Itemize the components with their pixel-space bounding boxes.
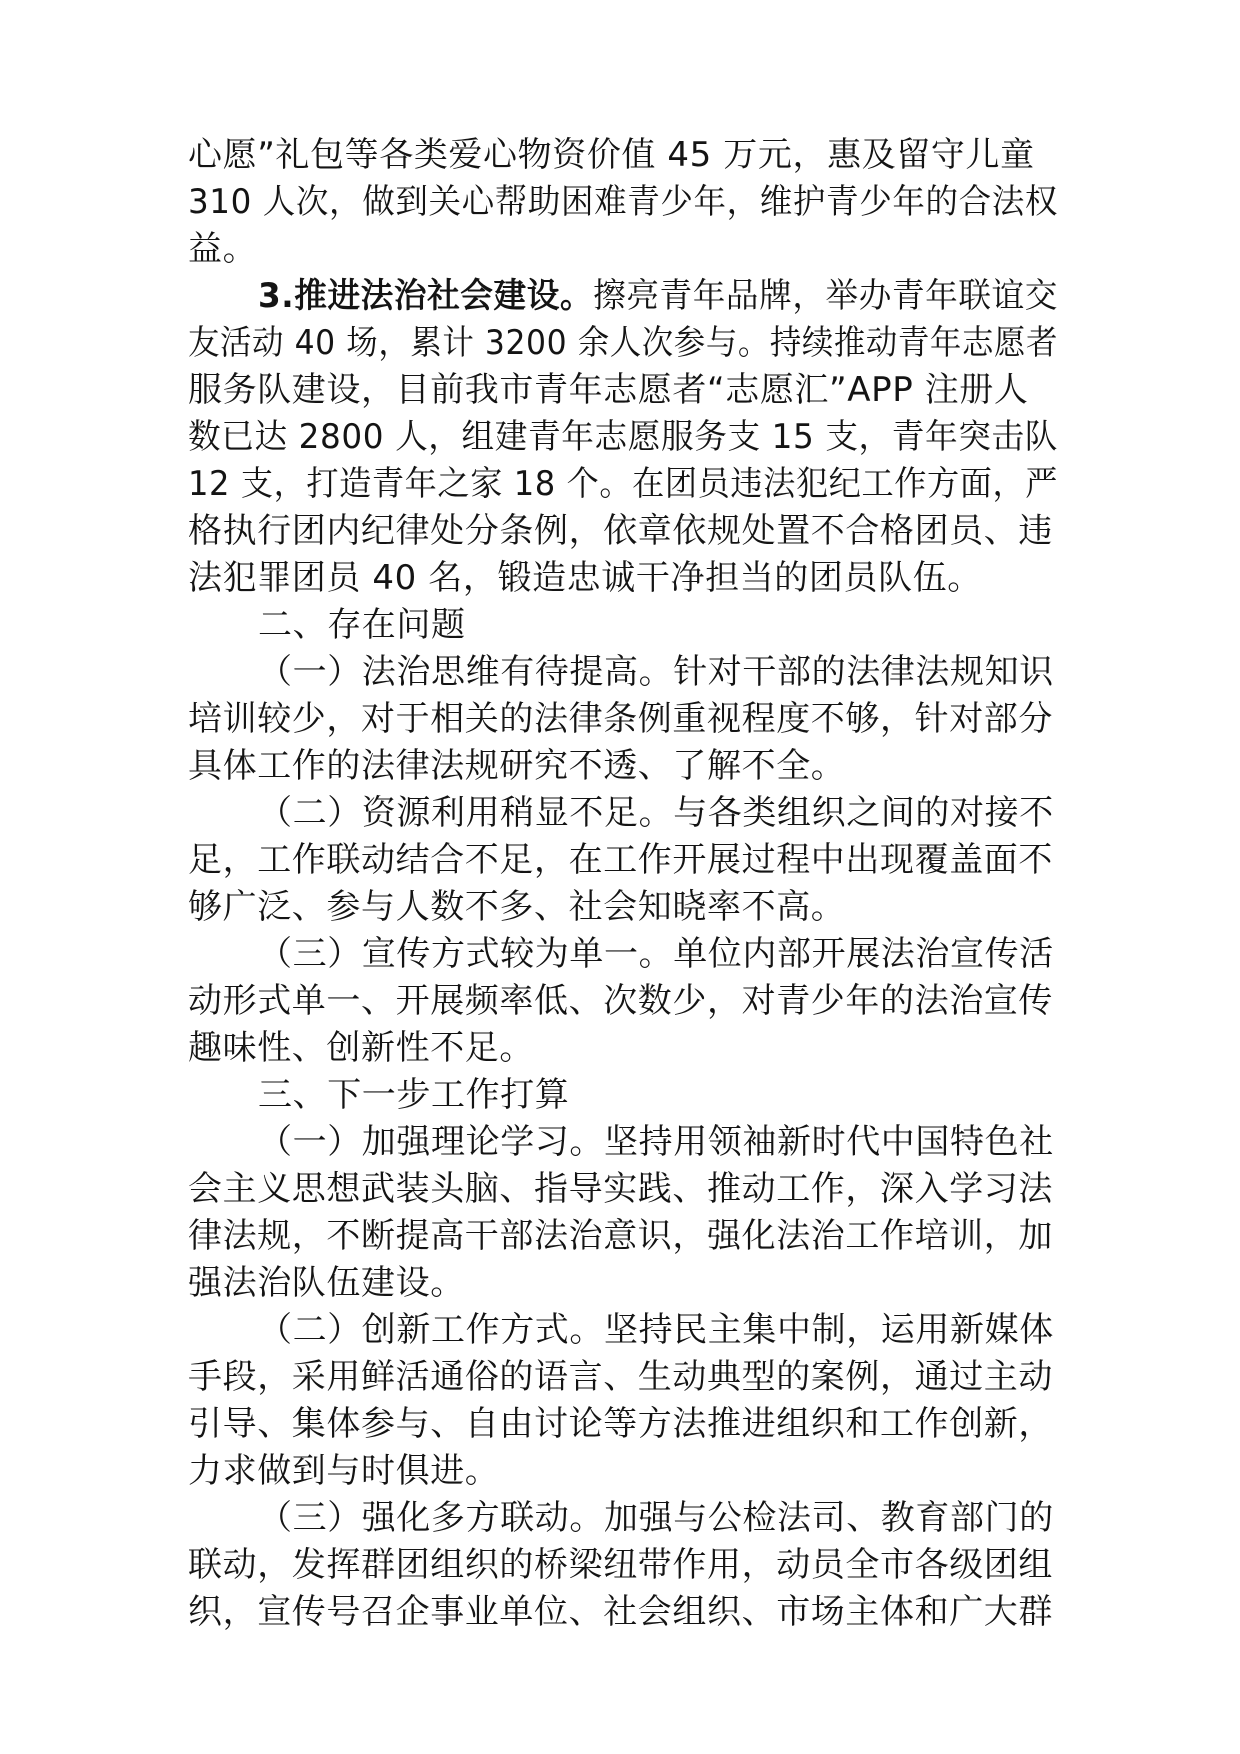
document-page bbox=[188, 132, 1058, 1636]
text-line bbox=[188, 931, 1058, 978]
line-text: 织，宣传号召企事业单位、社会组织、市场主体和广大群 bbox=[188, 1592, 1053, 1632]
text-line bbox=[188, 743, 1058, 790]
line-text: （一）法治思维有待提高。针对干部的法律法规知识 bbox=[258, 652, 1054, 692]
line-text: 具体工作的法律法规研究不透、了解不全。 bbox=[188, 746, 846, 786]
line-text: 律法规，不断提高干部法治意识，强化法治工作培训，加 bbox=[188, 1216, 1053, 1256]
text-line bbox=[188, 414, 1058, 461]
line-text: 趣味性、创新性不足。 bbox=[188, 1028, 534, 1068]
line-text: 强法治队伍建设。 bbox=[188, 1263, 465, 1303]
text-line bbox=[188, 696, 1058, 743]
line-text: 培训较少，对于相关的法律条例重视程度不够，针对部分 bbox=[188, 699, 1053, 739]
text-line bbox=[188, 1119, 1058, 1166]
text-line bbox=[188, 1307, 1058, 1354]
line-text: 手段，采用鲜活通俗的语言、生动典型的案例，通过主动 bbox=[188, 1357, 1053, 1397]
line-text: 12 支，打造青年之家 18 个。在团员违法犯纪工作方面，严 bbox=[188, 464, 1058, 504]
text-line bbox=[188, 837, 1058, 884]
line-text: 力求做到与时俱进。 bbox=[188, 1451, 500, 1491]
text-line bbox=[188, 555, 1058, 602]
line-text: 三、下一步工作打算 bbox=[258, 1075, 570, 1115]
line-text: 引导、集体参与、自由讨论等方法推进组织和工作创新， bbox=[188, 1404, 1053, 1444]
text-line bbox=[188, 1448, 1058, 1495]
line-text: 会主义思想武装头脑、指导实践、推动工作，深入学习法 bbox=[188, 1169, 1053, 1209]
line-text: （一）加强理论学习。坚持用领袖新时代中国特色社 bbox=[258, 1122, 1054, 1162]
line-text: （三）强化多方联动。加强与公检法司、教育部门的 bbox=[258, 1498, 1054, 1538]
line-text: 服务队建设，目前我市青年志愿者“志愿汇”APP 注册人 bbox=[188, 370, 1029, 410]
line-text: 足，工作联动结合不足，在工作开展过程中出现覆盖面不 bbox=[188, 840, 1053, 880]
text-line bbox=[188, 132, 1058, 179]
text-line bbox=[188, 508, 1058, 555]
line-text: 心愿”礼包等各类爱心物资价值 45 万元，惠及留守儿童 bbox=[188, 135, 1035, 175]
line-text: 格执行团内纪律处分条例，依章依规处置不合格团员、违 bbox=[188, 511, 1053, 551]
section-heading: 3.推进法治社会建设。 bbox=[258, 276, 594, 316]
text-line bbox=[188, 884, 1058, 931]
text-line bbox=[188, 790, 1058, 837]
line-text: 擦亮青年品牌，举办青年联谊交 bbox=[593, 276, 1058, 316]
text-line bbox=[188, 320, 1058, 367]
text-line bbox=[188, 1354, 1058, 1401]
line-text: 动形式单一、开展频率低、次数少，对青少年的法治宣传 bbox=[188, 981, 1053, 1021]
line-text: 二、存在问题 bbox=[258, 605, 466, 645]
text-line bbox=[188, 367, 1058, 414]
line-text: （三）宣传方式较为单一。单位内部开展法治宣传活 bbox=[258, 934, 1054, 974]
text-line bbox=[188, 1166, 1058, 1213]
text-line bbox=[188, 1401, 1058, 1448]
line-text: 数已达 2800 人，组建青年志愿服务支 15 支，青年突击队 bbox=[188, 417, 1058, 457]
text-line bbox=[188, 1260, 1058, 1307]
line-text: 联动，发挥群团组织的桥梁纽带作用，动员全市各级团组 bbox=[188, 1545, 1053, 1585]
line-text: 法犯罪团员 40 名，锻造忠诚干净担当的团员队伍。 bbox=[188, 558, 982, 598]
text-line bbox=[188, 649, 1058, 696]
text-line bbox=[188, 226, 1058, 273]
text-line bbox=[188, 461, 1058, 508]
text-line bbox=[188, 1072, 1058, 1119]
text-line bbox=[188, 1025, 1058, 1072]
line-text: 友活动 40 场，累计 3200 余人次参与。持续推动青年志愿者 bbox=[188, 323, 1058, 363]
text-line bbox=[188, 1589, 1058, 1636]
text-line bbox=[188, 978, 1058, 1025]
text-line bbox=[188, 179, 1058, 226]
text-line bbox=[188, 1495, 1058, 1542]
text-line bbox=[188, 602, 1058, 649]
line-text: 310 人次，做到关心帮助困难青少年，维护青少年的合法权 bbox=[188, 182, 1058, 222]
text-line bbox=[188, 1213, 1058, 1260]
line-text: 够广泛、参与人数不多、社会知晓率不高。 bbox=[188, 887, 846, 927]
line-text: （二）创新工作方式。坚持民主集中制，运用新媒体 bbox=[258, 1310, 1054, 1350]
text-line bbox=[188, 273, 1058, 320]
text-line bbox=[188, 1542, 1058, 1589]
line-text: 益。 bbox=[188, 229, 258, 269]
line-text: （二）资源利用稍显不足。与各类组织之间的对接不 bbox=[258, 793, 1054, 833]
